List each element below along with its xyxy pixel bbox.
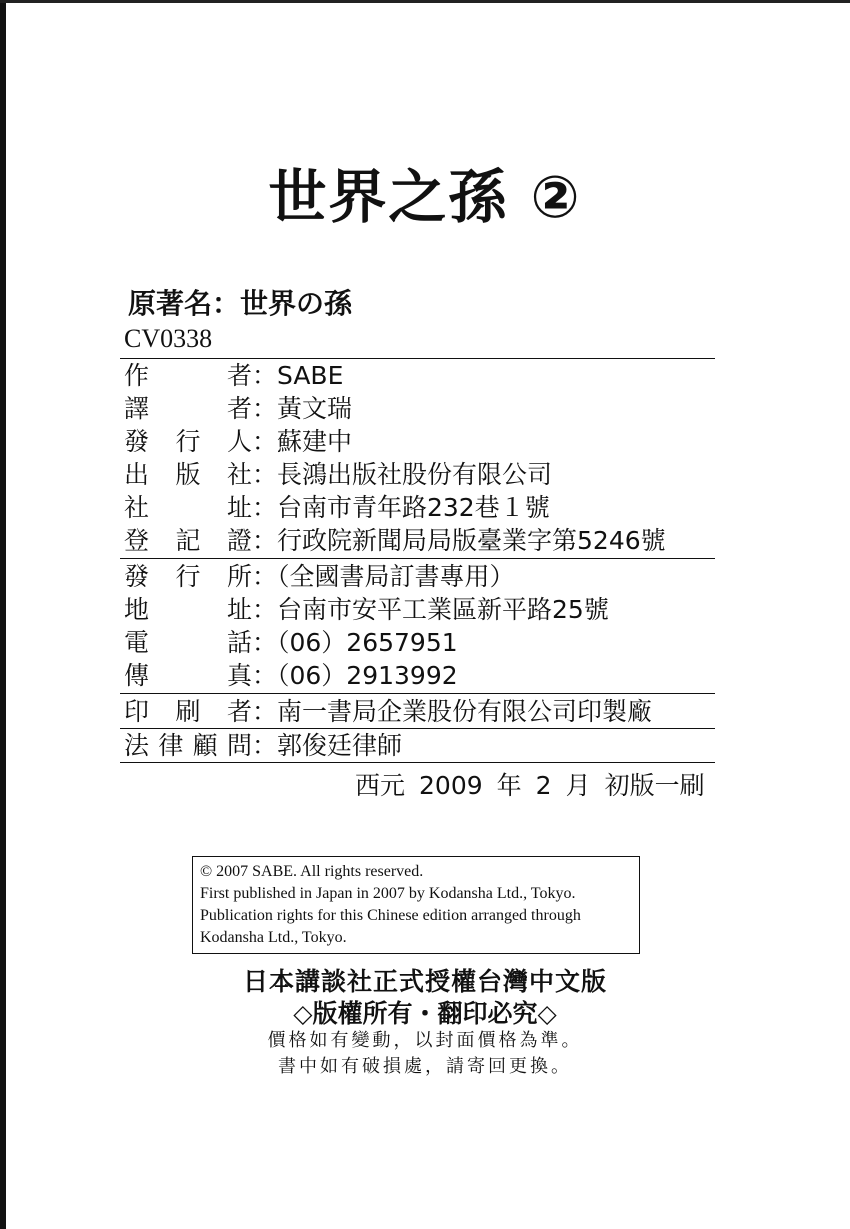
credit-label: 社址: [124, 493, 252, 522]
credit-row: [124, 426, 352, 458]
date-year-unit: 年: [496, 771, 522, 800]
book-title: 世界之孫 ②: [268, 163, 582, 231]
scan-edge-top: [0, 0, 850, 3]
date-era: 西元: [355, 771, 406, 800]
date-year: 2009: [419, 771, 483, 800]
credit-row: [124, 393, 352, 425]
credit-row: [124, 561, 515, 593]
credit-value: ：蘇建中: [252, 427, 353, 456]
credit-value: ：南一書局企業股份有限公司印製廠: [252, 697, 653, 726]
credit-label: 發行人: [124, 427, 252, 456]
license-line: 日本講談社正式授權台灣中文版: [242, 967, 607, 996]
divider-rule: [120, 558, 715, 559]
credit-label: 發行所: [124, 562, 252, 591]
copyright-box: [192, 856, 640, 954]
date-edition: 初版一刷: [604, 771, 705, 800]
credit-label: 出版社: [124, 460, 252, 489]
credit-row: [124, 459, 552, 491]
credit-value: ：長鴻出版社股份有限公司: [252, 460, 553, 489]
credit-value: ：SABE: [252, 361, 344, 390]
credit-value: ：（06）2913992: [252, 661, 458, 690]
price-note: 價格如有變動，以封面價格為準。: [267, 1030, 583, 1051]
credit-row: [124, 492, 550, 524]
copyright-line: Kodansha Ltd., Tokyo.: [200, 929, 347, 946]
divider-rule: [120, 693, 715, 694]
credit-row: [124, 627, 458, 659]
copyright-line: Publication rights for this Chinese edition arranged through: [200, 907, 581, 924]
credit-label: 作者: [124, 361, 252, 390]
credit-value: ：行政院新聞局局版臺業字第5246號: [252, 526, 666, 555]
date-month: 2: [535, 771, 552, 800]
catalog-code: CV0338: [124, 324, 213, 353]
credit-value: ：黃文瑞: [252, 394, 353, 423]
credit-row: [124, 730, 402, 762]
credit-row: [124, 696, 652, 728]
publication-date: [355, 766, 719, 802]
date-month-unit: 月: [565, 771, 591, 800]
credit-row: [124, 360, 343, 392]
credit-label: 傳真: [124, 661, 252, 690]
credit-value: ：（全國書局訂書專用）: [252, 562, 515, 591]
credit-value: ：台南市安平工業區新平路25號: [252, 595, 609, 624]
copyright-line: First published in Japan in 2007 by Kodansha Ltd., Tokyo.: [200, 885, 576, 902]
credit-label: 法律顧問: [124, 731, 252, 760]
credit-value: ：台南市青年路232巷１號: [252, 493, 550, 522]
divider-rule: [120, 728, 715, 729]
original-title: 原著名：世界の孫: [128, 287, 353, 320]
credit-label: 登記證: [124, 526, 252, 555]
credit-row: [124, 660, 458, 692]
credit-label: 電話: [124, 628, 252, 657]
credit-label: 譯者: [124, 394, 252, 423]
damage-note: 書中如有破損處，請寄回更換。: [278, 1056, 572, 1077]
credit-label: 地址: [124, 595, 252, 624]
divider-rule: [120, 762, 715, 763]
copyright-line: © 2007 SABE. All rights reserved.: [200, 863, 424, 880]
credit-label: 印刷者: [124, 697, 252, 726]
rights-line: ◇版權所有・翻印必究◇: [293, 999, 557, 1028]
divider-rule: [120, 358, 715, 359]
credit-row: [124, 525, 666, 557]
credit-row: [124, 594, 609, 626]
credit-value: ：郭俊廷律師: [252, 731, 403, 760]
credit-value: ：（06）2657951: [252, 628, 458, 657]
